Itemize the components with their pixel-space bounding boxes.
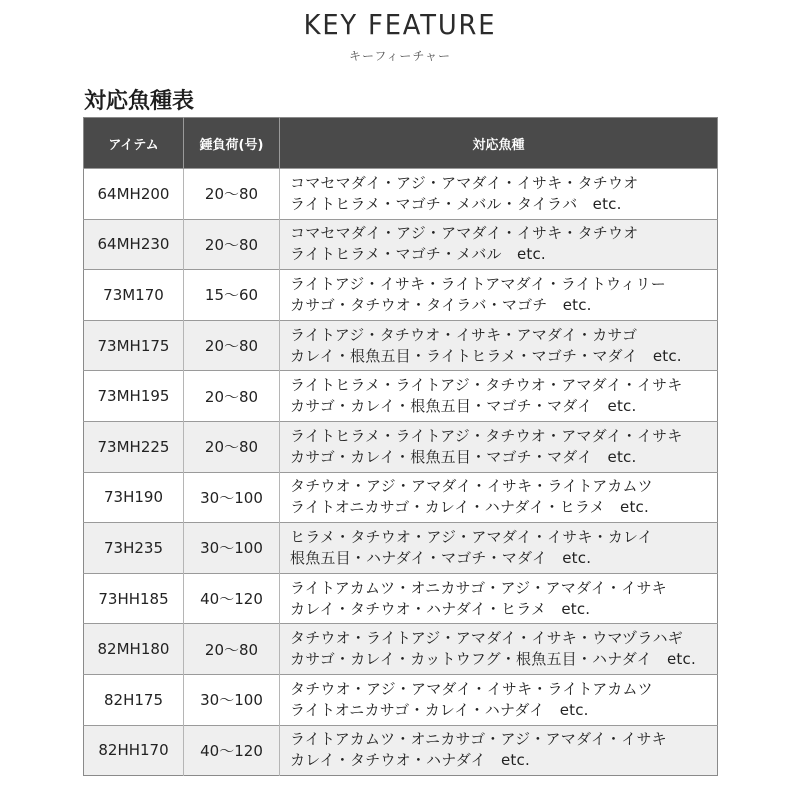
item-cell: 73M170 bbox=[103, 285, 164, 304]
table-header-row bbox=[84, 118, 718, 169]
item-cell: 73MH195 bbox=[97, 387, 170, 406]
weight-cell: 40～120 bbox=[184, 725, 280, 776]
item-cell: 64MH230 bbox=[97, 235, 170, 254]
table-row bbox=[84, 270, 718, 321]
species-line-1: タチウオ・アジ・アマダイ・イサキ・ライトアカムツ bbox=[290, 679, 653, 698]
species-cell bbox=[280, 371, 718, 422]
species-cell bbox=[280, 573, 718, 624]
weight-cell: 30～100 bbox=[184, 674, 280, 725]
key-feature-title: KEY FEATURE bbox=[303, 8, 497, 41]
species-line-2: カサゴ・カレイ・根魚五目・マゴチ・マダイ etc. bbox=[290, 397, 637, 416]
table-row bbox=[84, 169, 718, 220]
item-cell: 64MH200 bbox=[97, 184, 170, 203]
item-cell: 82H175 bbox=[104, 690, 163, 709]
weight-cell: 20～80 bbox=[184, 219, 280, 270]
column-header-weight: 錘負荷(号) bbox=[184, 118, 280, 169]
weight-cell: 20～80 bbox=[184, 371, 280, 422]
species-line-2: カサゴ・カレイ・根魚五目・マゴチ・マダイ etc. bbox=[290, 447, 637, 466]
species-line-2: ライトヒラメ・マゴチ・メバル・タイラバ etc. bbox=[290, 194, 622, 213]
table-row bbox=[84, 219, 718, 270]
table-header bbox=[84, 118, 718, 169]
table-row bbox=[84, 320, 718, 371]
weight-cell: 30～100 bbox=[184, 472, 280, 523]
table-body bbox=[84, 169, 718, 776]
item-cell: 73MH225 bbox=[97, 437, 170, 456]
species-cell bbox=[280, 169, 718, 220]
species-cell bbox=[280, 472, 718, 523]
species-table bbox=[83, 117, 718, 776]
species-cell bbox=[280, 320, 718, 371]
table-row bbox=[84, 472, 718, 523]
table-row bbox=[84, 371, 718, 422]
column-header-item: アイテム bbox=[108, 137, 159, 153]
species-cell bbox=[280, 270, 718, 321]
section-title: 対応魚種表 bbox=[84, 89, 195, 114]
item-cell: 73MH175 bbox=[97, 336, 170, 355]
species-line-1: ライトヒラメ・ライトアジ・タチウオ・アマダイ・イサキ bbox=[290, 376, 683, 395]
weight-cell: 20～80 bbox=[184, 169, 280, 220]
species-line-1: ライトアジ・タチウオ・イサキ・アマダイ・カサゴ bbox=[290, 325, 638, 344]
item-cell: 73HH185 bbox=[98, 589, 169, 608]
species-line-1: ライトアジ・イサキ・ライトアマダイ・ライトウィリー bbox=[290, 274, 666, 293]
species-line-1: タチウオ・アジ・アマダイ・イサキ・ライトアカムツ bbox=[290, 477, 653, 496]
species-line-2: 根魚五目・ハナダイ・マゴチ・マダイ etc. bbox=[290, 548, 592, 567]
table-row bbox=[84, 421, 718, 472]
species-cell bbox=[280, 421, 718, 472]
species-line-1: タチウオ・ライトアジ・アマダイ・イサキ・ウマヅラハギ bbox=[290, 629, 683, 648]
species-line-1: ライトアカムツ・オニカサゴ・アジ・アマダイ・イサキ bbox=[290, 730, 667, 749]
table-row bbox=[84, 674, 718, 725]
species-line-1: ヒラメ・タチウオ・アジ・アマダイ・イサキ・カレイ bbox=[290, 527, 653, 546]
item-cell: 73H190 bbox=[104, 488, 163, 507]
species-line-2: カサゴ・タチウオ・タイラバ・マゴチ etc. bbox=[290, 295, 592, 314]
table-row bbox=[84, 573, 718, 624]
species-line-2: カレイ・根魚五目・ライトヒラメ・マゴチ・マダイ etc. bbox=[290, 346, 682, 365]
weight-cell: 15～60 bbox=[184, 270, 280, 321]
species-cell bbox=[280, 725, 718, 776]
weight-cell: 20～80 bbox=[184, 421, 280, 472]
species-cell bbox=[280, 219, 718, 270]
species-line-2: カレイ・タチウオ・ハナダイ・ヒラメ etc. bbox=[290, 599, 591, 618]
species-line-2: ライトヒラメ・マゴチ・メバル etc. bbox=[290, 245, 546, 264]
column-header-species: 対応魚種 bbox=[280, 118, 718, 169]
table-row bbox=[84, 725, 718, 776]
species-line-1: コマセマダイ・アジ・アマダイ・イサキ・タチウオ bbox=[290, 173, 639, 192]
item-cell: 73H235 bbox=[104, 538, 163, 557]
item-cell: 82MH180 bbox=[97, 640, 170, 659]
species-line-2: カサゴ・カレイ・カットウフグ・根魚五目・ハナダイ etc. bbox=[290, 650, 696, 669]
species-line-1: ライトヒラメ・ライトアジ・タチウオ・アマダイ・イサキ bbox=[290, 426, 683, 445]
table-row bbox=[84, 523, 718, 574]
weight-cell: 40～120 bbox=[184, 573, 280, 624]
species-cell bbox=[280, 674, 718, 725]
species-line-1: ライトアカムツ・オニカサゴ・アジ・アマダイ・イサキ bbox=[290, 578, 667, 597]
species-cell bbox=[280, 624, 718, 675]
table-row bbox=[84, 624, 718, 675]
species-line-2: ライトオニカサゴ・カレイ・ハナダイ・ヒラメ etc. bbox=[290, 498, 649, 517]
weight-cell: 30～100 bbox=[184, 523, 280, 574]
weight-cell: 20～80 bbox=[184, 320, 280, 371]
species-line-2: ライトオニカサゴ・カレイ・ハナダイ etc. bbox=[290, 700, 589, 719]
species-line-1: コマセマダイ・アジ・アマダイ・イサキ・タチウオ bbox=[290, 224, 639, 243]
item-cell: 82HH170 bbox=[98, 741, 169, 760]
species-cell bbox=[280, 523, 718, 574]
key-feature-subtitle: キーフィーチャー bbox=[348, 49, 452, 63]
weight-cell: 20～80 bbox=[184, 624, 280, 675]
species-line-2: カレイ・タチウオ・ハナダイ etc. bbox=[290, 751, 530, 770]
